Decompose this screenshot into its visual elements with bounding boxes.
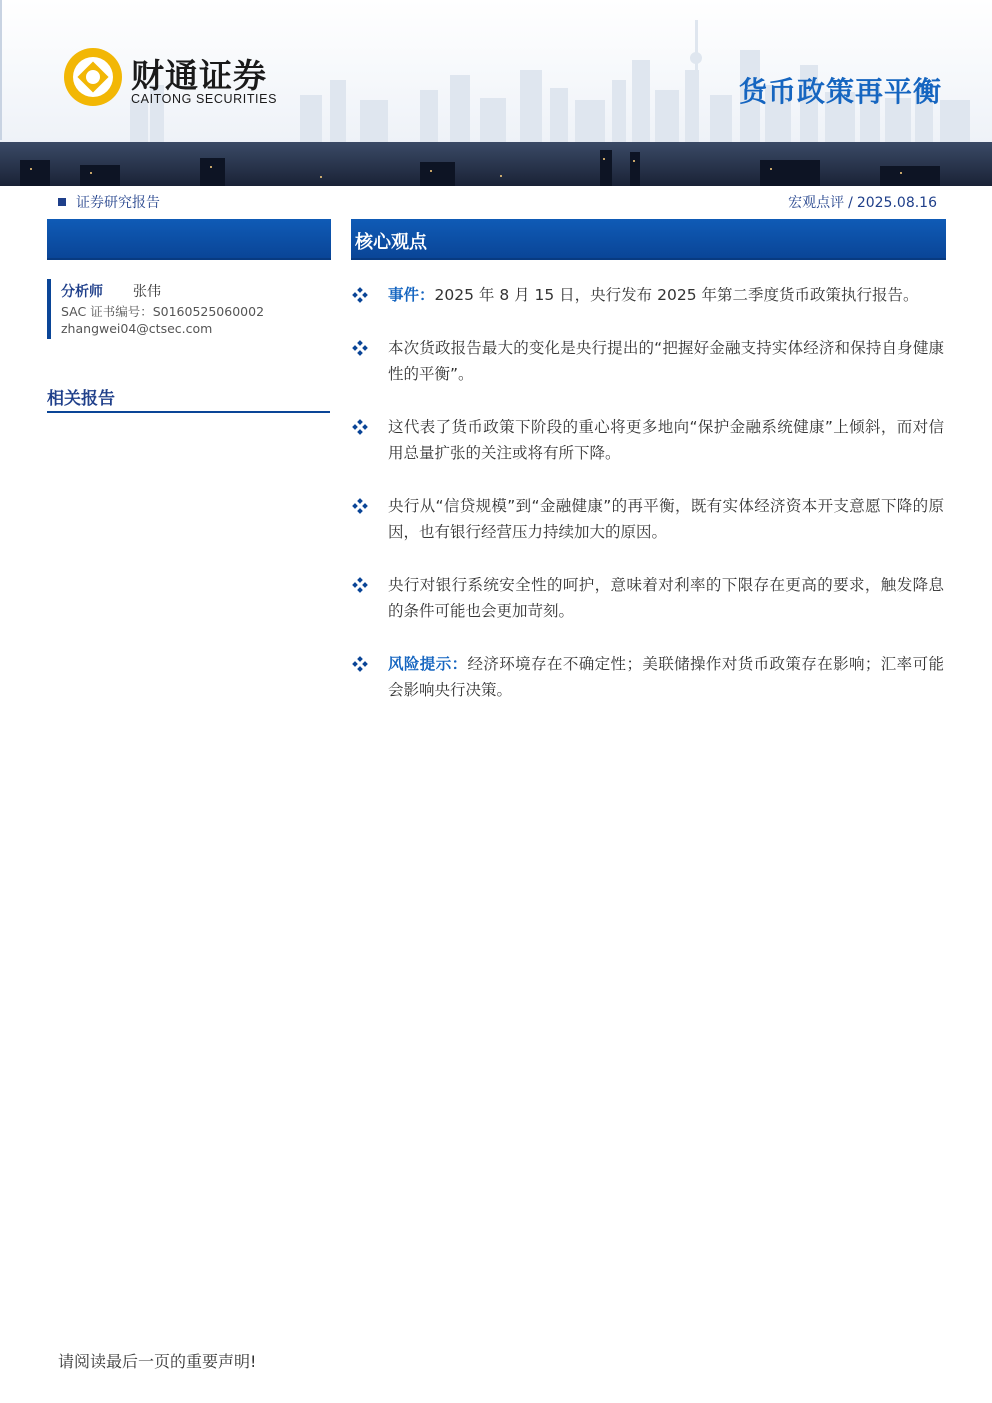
core-header-bar xyxy=(351,219,946,260)
report-meta-separator: / xyxy=(848,195,853,211)
list-item xyxy=(352,572,944,624)
analyst-sac: SAC 证书编号：S0160525060002 xyxy=(61,304,265,319)
point-text: 经济环境存在不确定性；美联储操作对货币政策存在影响；汇率可能会影响央行决策。 xyxy=(388,655,944,699)
diamond-bullet-icon xyxy=(352,340,368,356)
list-item xyxy=(352,335,944,387)
sidebar-header-bar xyxy=(47,219,331,260)
disclaimer-notice: 请阅读最后一页的重要声明! xyxy=(58,1352,257,1371)
report-type: 宏观点评 xyxy=(788,195,845,211)
analyst-role: 分析师 xyxy=(61,284,103,300)
analyst-card xyxy=(47,279,335,339)
report-title: 货币政策再平衡 xyxy=(738,75,942,108)
analyst-email[interactable]: zhangwei04@ctsec.com xyxy=(61,321,213,336)
diamond-bullet-icon xyxy=(352,577,368,593)
list-item xyxy=(352,651,944,703)
report-date: 2025.08.16 xyxy=(856,195,937,211)
point-text: 本次货政报告最大的变化是央行提出的“把握好金融支持实体经济和保持自身健康性的平衡”。 xyxy=(388,339,944,383)
diamond-bullet-icon xyxy=(352,287,368,303)
core-points-list xyxy=(352,282,944,730)
list-item xyxy=(352,282,944,308)
report-meta xyxy=(788,192,937,212)
list-item xyxy=(352,493,944,545)
point-lead: 风险提示： xyxy=(388,655,468,673)
point-text: 这代表了货币政策下阶段的重心将更多地向“保护金融系统健康”上倾斜，而对信用总量扩张的关注或将有所下降。 xyxy=(388,418,944,462)
point-lead: 事件： xyxy=(388,286,435,304)
diamond-bullet-icon xyxy=(352,419,368,435)
related-reports-title: 相关报告 xyxy=(47,384,330,413)
caitong-logo-icon xyxy=(62,46,124,108)
point-text: 央行从“信贷规模”到“金融健康”的再平衡，既有实体经济资本开支意愿下降的原因，也有银行经营压力持续加大的原因。 xyxy=(388,497,944,541)
core-header-title: 核心观点 xyxy=(355,232,427,253)
diamond-bullet-icon xyxy=(352,498,368,514)
header-banner xyxy=(0,0,992,186)
brand-name-cn: 财通证券 xyxy=(131,56,267,95)
list-item xyxy=(352,414,944,466)
analyst-row xyxy=(61,281,161,301)
report-category-label: 证券研究报告 xyxy=(76,195,160,211)
analyst-name: 张伟 xyxy=(133,284,161,300)
brand-name-en: CAITONG SECURITIES xyxy=(131,92,278,106)
point-text: 2025 年 8 月 15 日，央行发布 2025 年第二季度货币政策执行报告。 xyxy=(434,286,919,304)
square-bullet-icon xyxy=(58,198,66,206)
diamond-bullet-icon xyxy=(352,656,368,672)
report-category xyxy=(58,192,160,212)
point-text: 央行对银行系统安全性的呵护，意味着对利率的下限存在更高的要求，触发降息的条件可能也会更加苛刻。 xyxy=(388,576,944,620)
